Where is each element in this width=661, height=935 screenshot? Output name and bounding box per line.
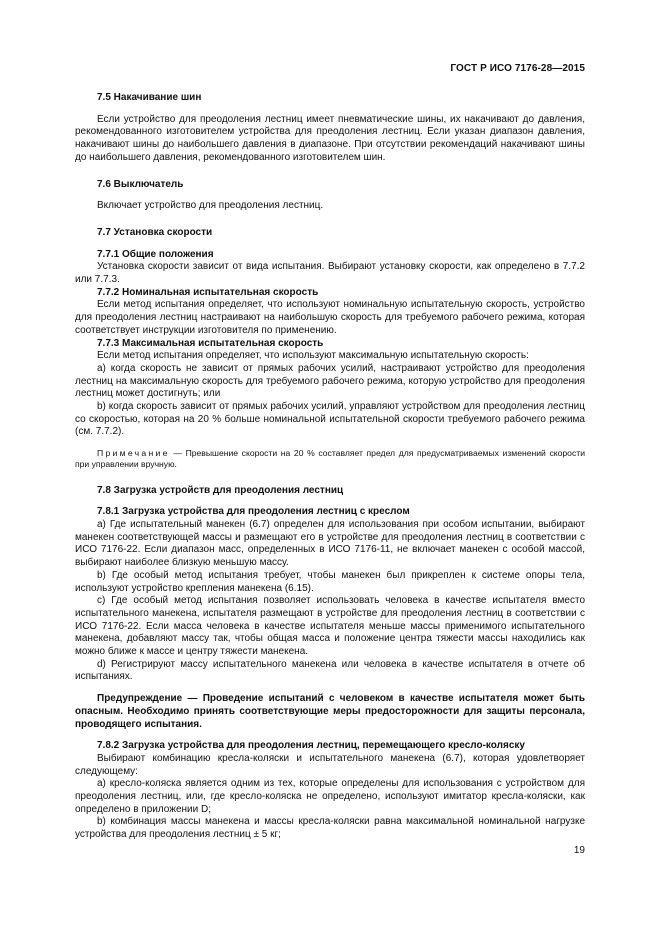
section-7-7-3-paragraph: Если метод испытания определяет, что используют максимальную испытательную скорость: xyxy=(97,350,529,362)
safety-warning: Предупреждение — Проведение испытаний с человеком в качестве испытателя может быть опасным. Необходимо принять соответствующие меры предосторожности для защиты персонала, проводящего испытания. xyxy=(75,693,585,730)
section-7-8-2-item-b: b) комбинация массы манекена и массы кресла-коляски равна максимальной номинальной нагрузке устройства для преодоления лестниц ± 5 кг; xyxy=(75,816,585,841)
section-7-7-1-heading: 7.7.1 Общие положения xyxy=(97,248,214,260)
section-7-7-1-paragraph: Установка скорости зависит от вида испытания. Выбирают установку скорости, как определено в 7.7.2 или 7.7.3. xyxy=(75,261,585,286)
document-code-header: ГОСТ Р ИСО 7176-28—2015 xyxy=(450,63,585,74)
section-7-8-2-paragraph: Выбирают комбинацию кресла-коляски и испытательного манекена (6.7), которая удовлетворяет следующему: xyxy=(75,752,585,777)
section-7-7-heading: 7.7 Установка скорости xyxy=(97,226,213,238)
page-number: 19 xyxy=(573,845,585,856)
section-7-6-paragraph: Включает устройство для преодоления лестниц. xyxy=(97,200,324,212)
section-7-7-2-heading: 7.7.2 Номинальная испытательная скорость xyxy=(97,286,319,298)
section-7-7-2-paragraph: Если метод испытания определяет, что используют номинальную испытательную скорость, устройство для преодоления лестниц настраивают на наибольшую скорость для требуемого рабочего режима, которая соответствует инструкции изготовителя по применению. xyxy=(75,299,585,336)
section-7-8-1-item-b: b) Где особый метод испытания требует, чтобы манекен был прикреплен к системе опоры тела, используют устройство крепления манекена (6.15). xyxy=(75,569,585,594)
section-7-8-2-item-a: a) кресло-коляска является одним из тех, которые определены для использования с устройством для преодоления лестниц, или, где кресло-коляска не определено, используют имитатор кресла-коляски, как определено в приложении D; xyxy=(75,778,585,815)
note-label: Примечание xyxy=(97,448,170,459)
section-7-8-1-item-a: a) Где испытательный манекен (6.7) определен для использования при особом испытании, выбирают манекен соответствующей массы и размещают его в устройстве для преодоления лестниц в соответствии с ИСО 7176-22. Если диапазон масс, определенных в ИСО 7176-11, не включает манекен с особой массой, выбирают наиболее близкую меньшую массу. xyxy=(75,518,585,569)
section-7-8-1-item-c: c) Где особый метод испытания позволяет использовать человека в качестве испытателя вместо испытательного манекена, испытателя размещают в устройстве для преодоления лестниц в соответствии с ИСО 7176-22. Если масса человека в качестве испытателя меньше массы применимого испытательного манекена, добавляют массу так, чтобы общая масса и положение центра тяжести массы находились как можно ближе к массе и центру тяжести манекена. xyxy=(75,595,585,658)
section-7-8-1-item-d: d) Регистрируют массу испытательного манекена или человека в качестве испытателя в отчете об испытаниях. xyxy=(75,658,585,683)
section-7-7-3-item-b: b) когда скорость зависит от прямых рабочих усилий, управляют устройством для преодоления лестниц со скоростью, которая на 20 % больше номинальной испытательной скорости требуемого рабочего режима (см. 7.7.2). xyxy=(75,401,585,438)
section-7-8-1-heading: 7.8.1 Загрузка устройства для преодоления лестниц с креслом xyxy=(97,506,410,518)
note-text: — Превышение скорости на 20 % составляет предел для предусматриваемых изменений скорости при управлении вручную. xyxy=(75,448,585,470)
speed-note xyxy=(75,448,585,470)
section-7-5-heading: 7.5 Накачивание шин xyxy=(97,92,202,103)
section-7-6-heading: 7.6 Выключатель xyxy=(97,178,184,190)
page-content xyxy=(75,92,585,842)
section-7-5-paragraph: Если устройство для преодоления лестниц имеет пневматические шины, их накачивают до давления, рекомендованного изготовителем устройства для преодоления лестниц. Если указан диапазон давления, накачивают шины до наибольшего давления в диапазоне. При отсутствии рекомендаций накачивают шины до наибольшего давления, рекомендованного изготовителем шин. xyxy=(75,113,585,163)
section-7-8-heading: 7.8 Загрузка устройств для преодоления лестниц xyxy=(97,484,344,496)
section-7-7-3-item-a: a) когда скорость не зависит от прямых рабочих усилий, настраивают устройство для преодоления лестниц на максимальную скорость для требуемого рабочего режима, которую устройство для преодоления лестниц может достигнуть; или xyxy=(75,362,585,400)
section-7-7-3-heading: 7.7.3 Максимальная испытательная скорость xyxy=(97,337,324,349)
section-7-8-2-heading: 7.8.2 Загрузка устройства для преодоления лестниц, перемещающего кресло-коляску xyxy=(97,740,525,752)
